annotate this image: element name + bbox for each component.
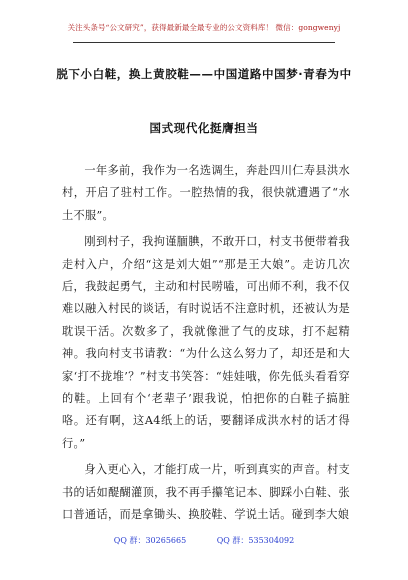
- document-title-line-1: 脱下小白鞋，换上黄胶鞋——中国道路中国梦·青春为中: [56, 67, 352, 81]
- paragraph: 刚到村子，我拘谨腼腆，不敢开口，村支书便带着我走村入户，介绍“这是刘大姐”“那是王大娘”。走访几次后，我鼓起勇气，主动和村民唠嗑，可出师不利，我不仅难以融入村民的谈话，有时说话不注意时机，还被认为是耽误干活。次数多了，我就像泄了气的皮球，打不起精神。我向村支书请教：“为什么这么努力了，却还是和大家‘打不拢堆’？”村支书笑答：“娃娃哦，你先低头看看穿的鞋。上回有个‘老辈子’跟我说，怕把你的白鞋子搞脏咯。还有啊，这A4纸上的话，要翻译成洪水村的话才得行。”: [62, 235, 350, 450]
- document-title-line-2: 国式现代化挺膺担当: [149, 121, 259, 135]
- footer-qq-group-1: QQ 群：30265665: [113, 536, 187, 545]
- paragraph: 身入更心入，才能打成一片，听到真实的声音。村支书的话如醍醐灌顶，我不再手攥笔记本、脚踩小白鞋、张口普通话，而是拿锄头、换胶鞋、学说土话。碰到李大娘: [62, 463, 350, 522]
- document-body: [62, 160, 350, 531]
- footer-qq-group-2: QQ 群：535304092: [216, 536, 295, 545]
- paragraph: 一年多前，我作为一名选调生，奔赴四川仁寿县洪水村，开启了驻村工作。一腔热情的我，很快就遭遇了“水土不服”。: [62, 164, 350, 222]
- footer: [0, 535, 408, 546]
- header-note: 关注头条号“公文研究”，获得最新最全最专业的公文资料库！ 微信：gongwenyj: [67, 23, 341, 32]
- header-divider: [73, 42, 335, 43]
